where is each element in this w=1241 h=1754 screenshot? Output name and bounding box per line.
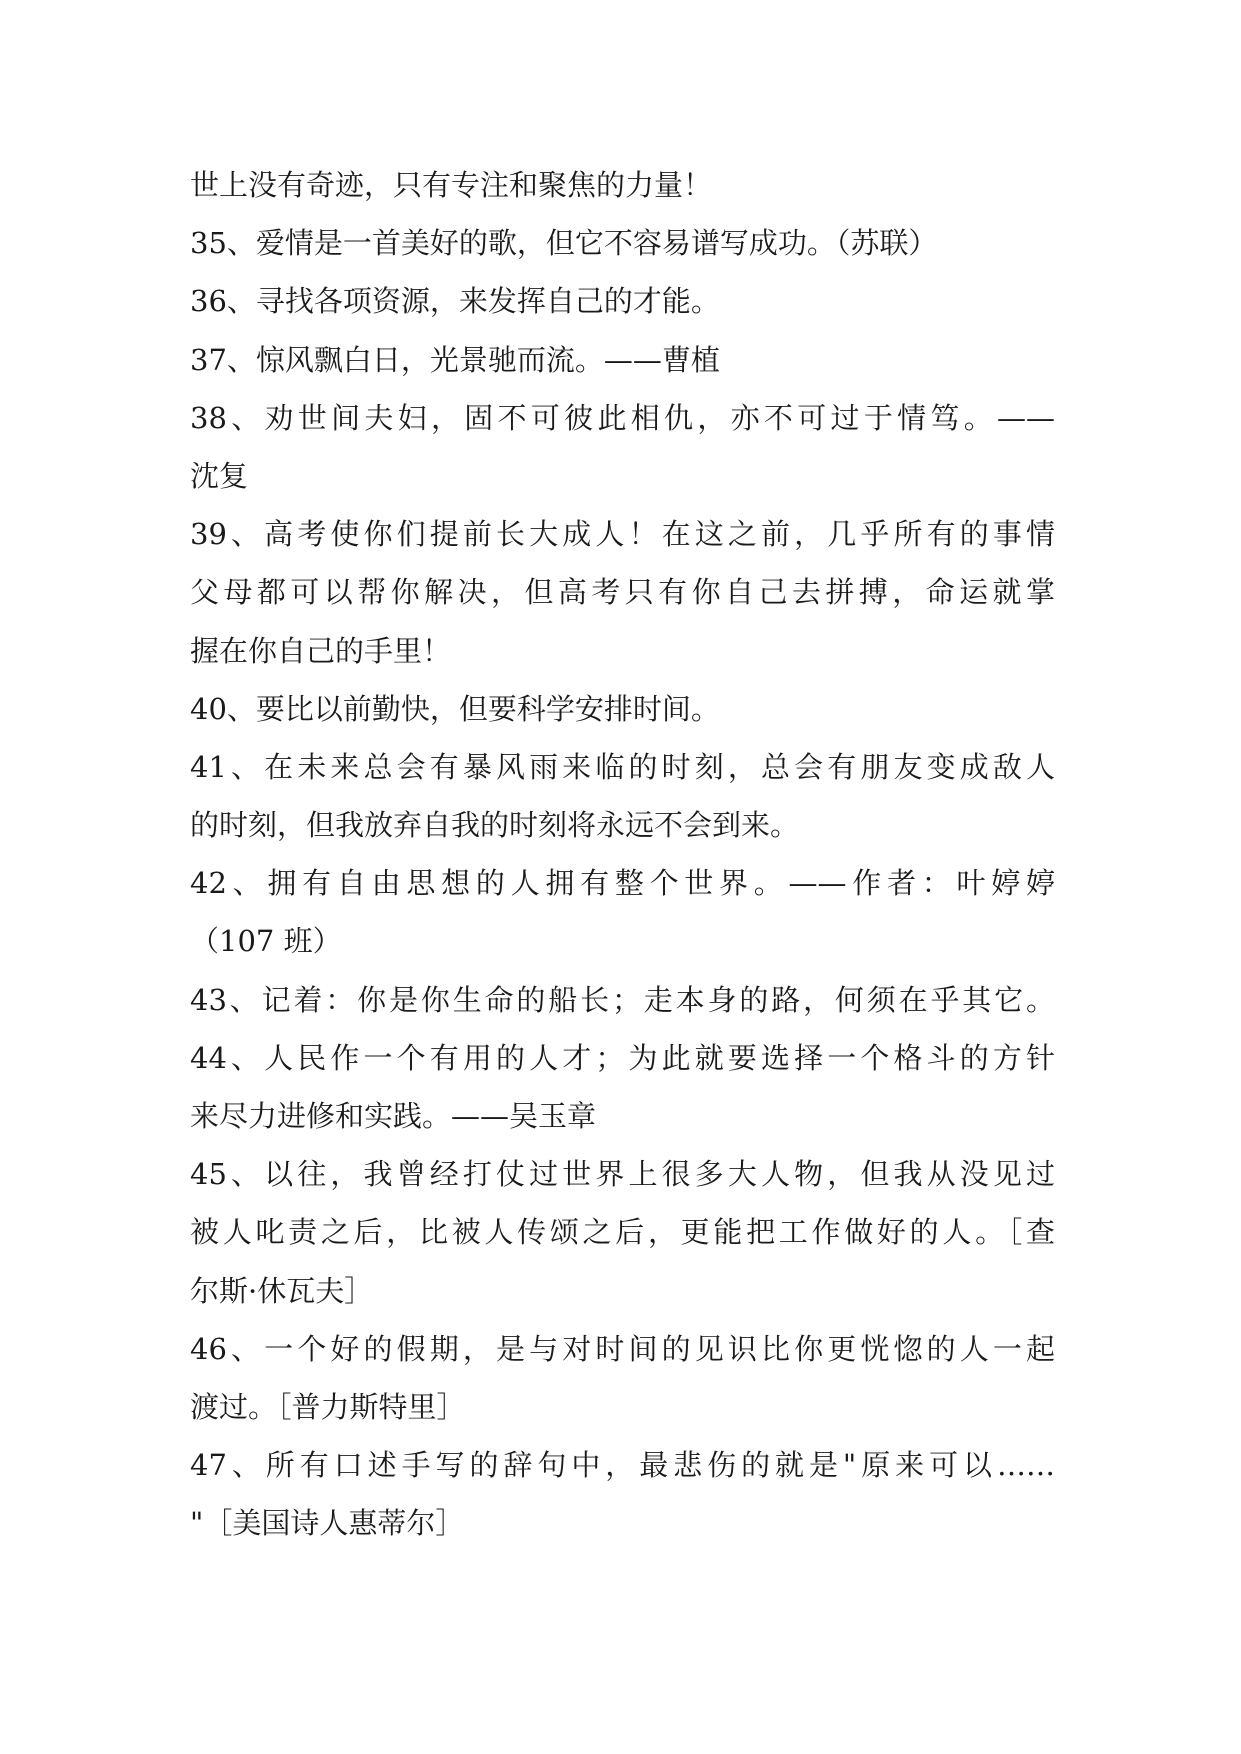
text-line: 47、所有口述手写的辞句中，最悲伤的就是"原来可以…… (190, 1448, 1055, 1483)
text-line: 38、劝世间夫妇，固不可彼此相仇，亦不可过于情笃。—— (190, 400, 1055, 435)
text-line: 沈复 (190, 458, 249, 493)
text-line: 父母都可以帮你解决，但高考只有你自己去拼搏，命运就掌 (190, 575, 1055, 610)
text-line: 37、惊风飘白日，光景驰而流。——曹植 (190, 342, 720, 377)
text-line: 40、要比以前勤快，但要科学安排时间。 (190, 691, 720, 726)
text-line: 来尽力进修和实践。——吴玉章 (190, 1099, 597, 1133)
text-line: 35、爱情是一首美好的歌，但它不容易谱写成功。（苏联） (190, 226, 938, 261)
text-line: 45、以往，我曾经打仗过世界上很多大人物，但我从没见过 (190, 1157, 1055, 1192)
text-line: 36、寻找各项资源，来发挥自己的才能。 (190, 284, 720, 319)
text-line: 44、人民作一个有用的人才；为此就要选择一个格斗的方针 (190, 1040, 1055, 1075)
text-line: 39、高考使你们提前长大成人！在这之前，几乎所有的事情 (190, 517, 1055, 552)
text-line: 世上没有奇迹，只有专注和聚焦的力量！ (190, 168, 713, 202)
text-line: 握在你自己的手里！ (190, 633, 452, 668)
text-line: 41、在未来总会有暴风雨来临的时刻，总会有朋友变成敌人 (190, 749, 1055, 784)
text-line: 46、一个好的假期，是与对时间的见识比你更恍惚的人一起 (190, 1331, 1055, 1366)
text-line: "［美国诗人惠蒂尔］ (190, 1506, 465, 1541)
text-line: 42、拥有自由思想的人拥有整个世界。——作者：叶婷婷 (190, 866, 1055, 901)
text-line: 被人叱责之后，比被人传颂之后，更能把工作做好的人。［查 (190, 1215, 1055, 1250)
text-line: 尔斯·休瓦夫］ (190, 1273, 374, 1308)
text-line: 渡过。［普力斯特里］ (190, 1389, 466, 1424)
text-line: 43、记着：你是你生命的船长；走本身的路，何须在乎其它。 (190, 982, 1055, 1017)
text-line: 的时刻，但我放弃自我的时刻将永远不会到来。 (190, 808, 800, 843)
text-line: （107 班） (190, 924, 342, 959)
document-page (190, 156, 1055, 1553)
